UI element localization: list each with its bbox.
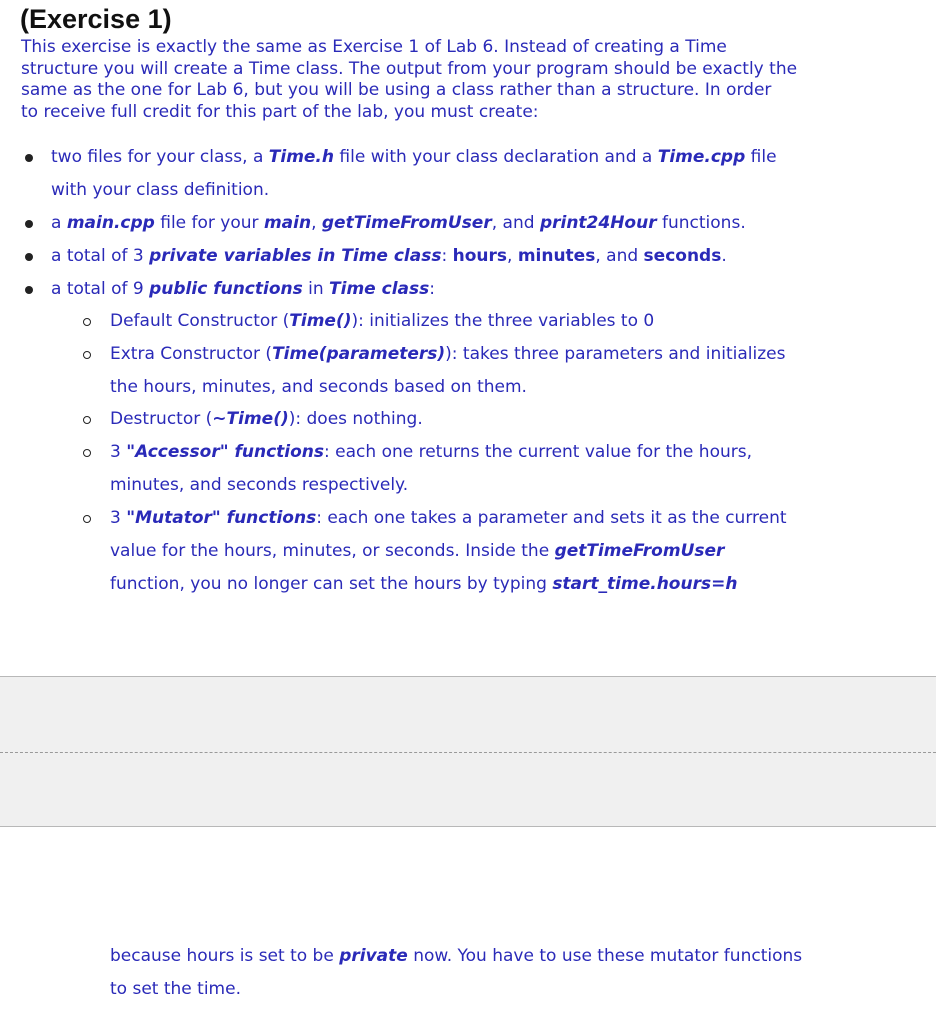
requirement-public-functions: a total of 9 public functions in Time class: (51, 279, 435, 299)
requirement-main-file: a main.cpp file for your main, getTimeFromUser, and print24Hour functions. (51, 213, 746, 233)
page-break-bottom-border (0, 826, 936, 827)
intro-line: same as the one for Lab 6, but you will be using a class rather than a structure. In order (21, 80, 772, 100)
page-break-divider (0, 752, 936, 753)
filename-time-cpp: Time.cpp (657, 147, 746, 167)
sub-bullet-circle (83, 449, 91, 457)
sub-bullet-circle (83, 318, 91, 326)
continuation-text: because hours is set to be private now. You have to use these mutator functions to set the time. (110, 946, 803, 999)
item-mutator-functions: 3 "Mutator" functions: each one takes a parameter and sets it as the current value for the hours, minutes, or seconds. Inside the getTimeFromUser function, you no longer can set the hours by typing start_time.hours=h (110, 508, 787, 594)
exercise-title: (Exercise 1) (20, 4, 172, 34)
bullet-dot (25, 154, 33, 162)
intro-line: structure you will create a Time class. The output from your program should be exactly the (21, 58, 798, 79)
item-accessor-functions: 3 "Accessor" functions: each one returns the current value for the hours, minutes, and seconds respectively. (110, 442, 752, 495)
sub-bullet-circle (83, 416, 91, 424)
item-extra-constructor: Extra Constructor (Time(parameters)): takes three parameters and initializes the hours, minutes, and seconds based on them. (110, 344, 786, 397)
sub-bullet-circle (83, 515, 91, 523)
intro-line: This exercise is exactly the same as Exercise 1 of Lab 6. Instead of creating a Time (21, 37, 727, 57)
bullet-dot (25, 220, 33, 228)
requirement-files: two files for your class, a Time.h file with your class declaration and a Time.cpp file with your class definition. (51, 147, 777, 200)
sub-bullet-circle (83, 351, 91, 359)
item-default-constructor: Default Constructor (Time()): initializes the three variables to 0 (110, 311, 655, 331)
bullet-dot (25, 253, 33, 261)
intro-paragraph (21, 37, 921, 123)
item-destructor: Destructor (~Time()): does nothing. (110, 409, 423, 429)
filename-time-h: Time.h (268, 147, 334, 167)
requirement-private-variables: a total of 3 private variables in Time class: hours, minutes, and seconds. (51, 246, 727, 266)
intro-line: to receive full credit for this part of the lab, you must create: (21, 101, 539, 122)
bullet-dot (25, 286, 33, 294)
